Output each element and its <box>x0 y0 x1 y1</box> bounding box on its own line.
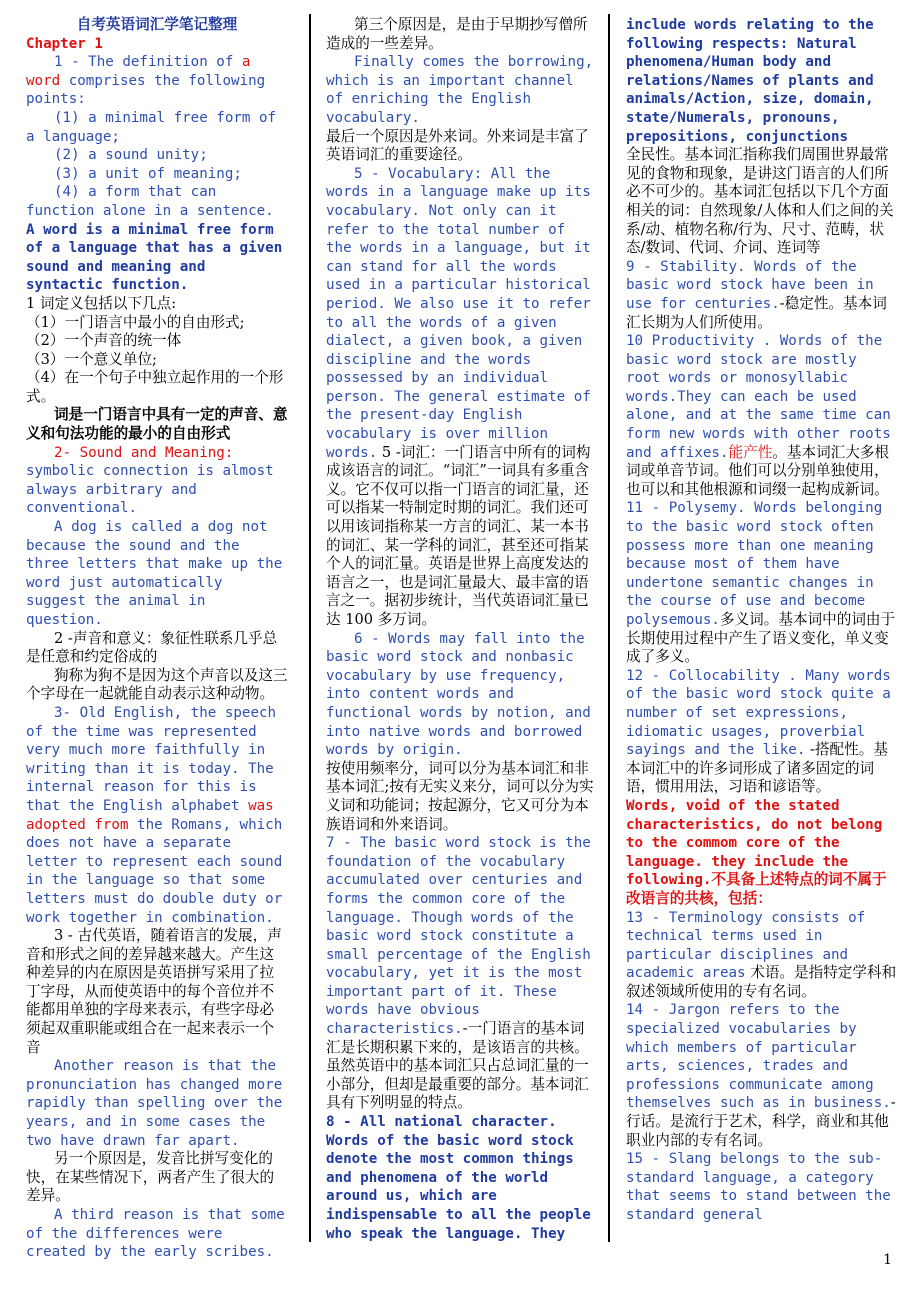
definition-paragraph: 1 - The definition of a word comprises the following points: <box>26 54 266 108</box>
zh-point-1: （1）一门语言中最小的自由形式; <box>26 313 245 331</box>
section-13: 13 - Terminology consists of technical terms used in particular disciplines and academic areas 术语。是指特定学科和叙述领域所使用的专有名词。 <box>626 909 897 1000</box>
section-8-continued: include words relating to the following respects: Natural phenomena/Human body and relations/Names of plants and animals/Action, size, domain, state/Numerals, pronouns, prepositions, conjunctions <box>626 17 874 145</box>
column-2 <box>326 16 598 1243</box>
highlight-a-word: a word <box>26 54 251 89</box>
section-2-heading: 2- Sound and Meaning: <box>54 444 234 461</box>
section-10: 10 Productivity . Words of the basic word stock are mostly root words or monosyllabic words.They can each be used alone, and at the same time can form new words with other roots and affixes.能产性。基本词汇大多根词或单音节词。他们可以分别单独使用，也可以和其他根源和词缀一起构成新词。 <box>626 333 891 498</box>
section-8-zh: 全民性。基本词汇指称我们周围世界最常见的食物和现象，是讲这门语言的人们所必不可少的。基本词汇包括以下几个方面相关的词：自然现象/人体和人们之间的关系/动、植物名称/行为、尺寸、范畴，状态/数词、代词、介词、连词等 <box>626 146 894 257</box>
section-2-zh: 2 -声音和意义：象征性联系几乎总是任意和约定俗成的 <box>26 629 278 666</box>
section-15: 15 - Slang belongs to the sub-standard language, a category that seems to stand between the standard general <box>626 1151 891 1223</box>
zh-point-2: （2）一个声音的统一体 <box>26 332 182 350</box>
section-2-zh-2: 狗称为狗不是因为这个声音以及这三个字母在一起就能自动表示这种动物。 <box>26 666 288 703</box>
zh-point-4: （4）在一个句子中独立起作用的一个形式。 <box>26 369 284 405</box>
third-reason-zh: 第三个原因是，是由于早期抄写僧所造成的一些差异。 <box>326 16 588 52</box>
zh-point-3: （3）一个意义单位; <box>26 350 157 368</box>
section-3-en: 3- Old English, the speech of the time was represented very much more faithfully in writing than it is today. The internal reason for this is that the English alphabet was adopted from the Romans, which does not have a separate letter to represent each sound in the language so that some letters must do double duty or work together in combination. <box>26 704 283 926</box>
another-reason-en: Another reason is that the pronunciation has changed more rapidly than spelling over the years, and in some cases the two have drawn far apart. <box>26 1058 283 1149</box>
point-2: (2) a sound unity; <box>54 147 208 164</box>
zh-intro: 1 词定义包括以下几点: <box>26 294 177 312</box>
point-4: (4) a form that can function alone in a sentence. <box>26 184 274 219</box>
borrowing-en: Finally comes the borrowing, which is an important channel of enriching the English vocabulary. <box>326 54 594 126</box>
highlight-productivity: 能产性 <box>728 443 773 461</box>
section-7: 7 - The basic word stock is the foundation of the vocabulary accumulated over centuries and forms the common core of the language. Though words of the basic word stock constitute a small percentage of the English vocabulary, yet it is the most important part of it. These words have obvious characteristics.-一门语言的基本词汇是长期积累下来的，是该语言的共核。虽然英语中的基本词汇只占总词汇量的一小部分，但却是最重要的部分。基本词汇具有下列明显的特点。 <box>326 835 591 1112</box>
section-8-en: 8 - All national character. Words of the basic word stock denote the most common things and phenomena of the world around us, which are indispensable to all the people who speak the language. They <box>326 1114 591 1242</box>
section-14: 14 - Jargon refers to the specialized vocabularies by which members of particular arts, sciences, trades and professions communicate among themselves such as in business.-行话。是流行于艺术，科学，商业和其他职业内部的专有名词。 <box>626 1002 896 1149</box>
column-divider-1 <box>309 14 311 1242</box>
section-2-text: symbolic connection is almost always arbitrary and conventional. <box>26 463 274 517</box>
column-3 <box>626 16 898 1225</box>
column-divider-2 <box>608 14 610 1242</box>
column-1 <box>26 16 288 1262</box>
highlight-adopted: was adopted from <box>26 797 274 833</box>
section-9: 9 - Stability. Words of the basic word stock have been in use for centuries.-稳定性。基本词汇长期为人们所使用。 <box>626 258 887 331</box>
section-11: 11 - Polysemy. Words belonging to the basic word stock often possess more than one meaning because most of them have undertone semantic changes in the course of use and become polysemous.多义词。基本词中的词由于长期使用过程中产生了语义变化，单义变成了多义。 <box>626 500 896 666</box>
section-2-dog: A dog is called a dog not because the sound and the three letters that make up the word just automatically suggest the animal in question. <box>26 519 283 628</box>
zh-bold-definition: 词是一门语言中具有一定的声音、意义和句法功能的最小的自由形式 <box>26 406 288 443</box>
section-6-en: 6 - Words may fall into the basic word stock and nonbasic vocabulary by use frequency, into content words and functional words by notion, and into native words and borrowed words by origin. <box>326 630 591 759</box>
section-3-zh: 3 - 古代英语，随着语言的发展，声音和形式之间的差异越来越大。产生这种差异的内在原因是英语拼写采用了拉丁字母，从而使英语中的每个音位并不能都用单独的字母来表示，有些字母必须起双重职能或组合在一起来表示一个音 <box>26 927 282 1056</box>
chapter-heading: Chapter 1 <box>26 35 103 52</box>
borrowing-zh: 最后一个原因是外来词。外来词是丰富了英语词汇的重要途径。 <box>326 127 589 164</box>
section-6-zh: 按使用频率分，词可以分为基本词汇和非基本词汇;按有无实义来分，词可以分为实义词和功能词；按起源分，它又可分为本族语词和外来语词。 <box>326 759 594 833</box>
another-reason-zh: 另一个原因是，发音比拼写变化的快，在某些情况下，两者产生了很大的差异。 <box>26 1150 275 1205</box>
section-5: 5 - Vocabulary: All the words in a language make up its vocabulary. Not only can it refer to the total number of the words in a language, but it can stand for all the words used in a particular historical period. We also use it to refer to all the words of a given dialect, a given book, a given discipline and the words possessed by an individual person. The general estimate of the present-day English vocabulary is over million words. 5 -词汇：一门语言中所有的词构成该语言的词汇。“词汇”一词具有多重含义。它不仅可以指一门语言的词汇量，还可以指某一特制定时期的词汇。我们还可以用该词指称某一方言的词汇、某一本书的词汇、某一学科的词汇，甚至还可指某个人的词汇量。英语是世界上高度发达的语言之一，也是词汇量最大、最丰富的语言之一。据初步统计，当代英语词汇量已达 100 多万词。 <box>326 165 591 628</box>
bold-definition: A word is a minimal free form of a language that has a given sound and meaning and syntactic function. <box>26 221 283 294</box>
third-reason-en: A third reason is that some of the differences were created by the early scribes. <box>26 1207 285 1261</box>
section-12: 12 - Collocability . Many words of the basic word stock quite a number of set expressions, idiomatic usages, proverbial sayings and the like. -搭配性。基本词汇中的许多词形成了诸多固定的词语，惯用用法，习语和谚语等。 <box>626 667 891 796</box>
void-words: Words, void of the stated characteristics, do not belong to the commom core of the language. they include the following.不具备上述特点的词不属于改语言的共核，包括： <box>626 797 887 907</box>
point-1: (1) a minimal free form of a language; <box>26 109 277 145</box>
page-number: 1 <box>883 1252 892 1268</box>
document-title: 自考英语词汇学笔记整理 <box>76 16 238 33</box>
point-3: (3) a unit of meaning; <box>54 165 242 182</box>
